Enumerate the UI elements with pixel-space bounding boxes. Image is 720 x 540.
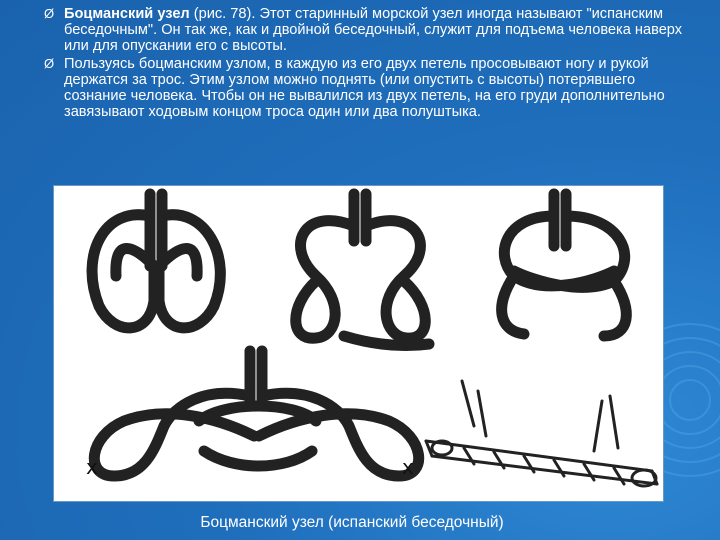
mark-x-right: x xyxy=(402,455,414,479)
bullet-item-2 xyxy=(0,56,700,121)
knot-step-5-drawing xyxy=(426,381,657,486)
knot-illustration xyxy=(53,185,664,502)
mark-x-left: x xyxy=(86,455,98,479)
knot-step-2-drawing xyxy=(296,194,429,346)
bullet-text: Пользуясь боцманским узлом, в каждую из его двух петель просовывают ногу и рукой держатся за трос. Этим узлом можно поднять (или опустить с высоты) потерявшего сознание человека. Чтобы он не вывалился из двух петель, на его груди дополнительно завязывают ходовым концом троса один или два полуштыка. xyxy=(64,55,665,121)
caption-text: Боцманский узел (испанский беседочный) xyxy=(200,514,504,531)
bullet-item-1 xyxy=(0,6,700,55)
arrow-bullet-icon: Ø xyxy=(44,55,55,71)
knot-step-1-drawing xyxy=(92,194,220,328)
arrow-bullet-icon: Ø xyxy=(44,6,55,21)
bullet-lead-text: Боцманский узел xyxy=(64,6,190,22)
knot-step-4-drawing xyxy=(94,351,418,476)
bullet-text: (рис. 78). Этот старинный морской узел иногда называют "испанским беседочным". Он так же, как и двойной беседочный, служит для подъема человека наверх или для опускании его с высоты. xyxy=(64,6,683,55)
bullet-list xyxy=(0,6,700,121)
knot-step-3-drawing xyxy=(502,194,627,336)
figure-caption xyxy=(0,513,720,533)
